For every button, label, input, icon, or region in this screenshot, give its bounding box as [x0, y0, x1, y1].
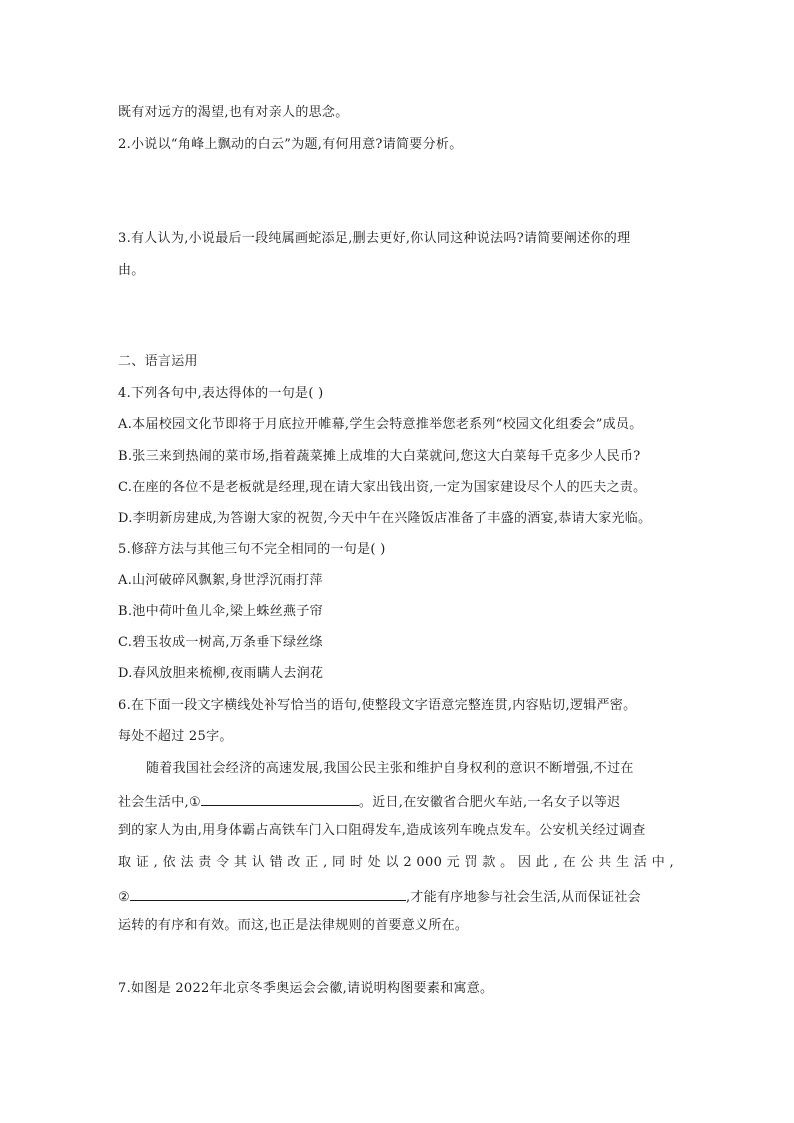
char: 错	[269, 855, 283, 870]
option-4d: D.李明新房建成,为答谢大家的祝贺,今天中午在兴隆饭店准备了丰盛的酒宴,恭请大家光临。	[118, 511, 652, 526]
passage-line: 到的家人为由,用身体霸占高铁车门入口阻碍发车,造成该列车晚点发车。公安机关经过调查	[118, 823, 646, 838]
passage-line-justified	[118, 854, 674, 872]
char: 责	[198, 855, 212, 870]
blank-marker-2: ②	[118, 890, 130, 905]
blank-marker-1: ①	[188, 795, 201, 810]
char: ,	[669, 855, 674, 870]
question-6: 6.在下面一段文字横线处补写恰当的语句,使整段文字语意完整连贯,内容贴切,逻辑严密。	[118, 698, 637, 713]
passage-text: ,才能有序地参与社会生活,从而保证社会	[405, 890, 641, 905]
char: 依	[162, 855, 176, 870]
char: 认	[251, 855, 266, 870]
char: 。	[500, 855, 514, 870]
char: 罚	[464, 855, 478, 870]
char: 元	[446, 855, 460, 870]
char: 因	[517, 855, 532, 870]
passage-line	[118, 791, 620, 812]
option-5b: B.池中荷叶鱼儿伞,梁上蛛丝燕子帘	[118, 604, 323, 619]
question-4: 4.下列各句中,表达得体的一句是( )	[118, 386, 324, 401]
text-line: 既有对远方的渴望,也有对亲人的思念。	[118, 105, 349, 120]
passage-text: 社会生活中,	[118, 795, 189, 810]
option-5a: A.山河破碎风飘絮,身世浮沉雨打萍	[118, 573, 323, 588]
section-heading: 二、语言运用	[118, 354, 198, 369]
char: 同	[332, 855, 346, 870]
char: 时	[349, 855, 364, 870]
passage-line: 运转的有序和有效。而这,也正是法律规则的首要意义所在。	[118, 918, 469, 933]
char: ,	[553, 855, 559, 870]
option-4b: B.张三来到热闹的菜市场,指着蔬菜摊上成堆的大白菜就问,您这大白菜每千克多少人民币?	[118, 449, 641, 464]
char: ,	[323, 855, 328, 870]
answer-blank-1[interactable]	[201, 791, 359, 806]
char: 法	[180, 855, 194, 870]
char: 取	[118, 855, 132, 870]
option-4a: A.本届校园文化节即将于月底拉开帷幕,学生会特意推举您老系列“校园文化组委会”成员。	[118, 417, 643, 432]
question-3-cont: 由。	[118, 263, 145, 278]
char: 此	[535, 855, 550, 870]
char: 000	[416, 855, 443, 870]
char: 处	[367, 855, 381, 870]
question-7: 7.如图是 2022年北京冬季奥运会会徽,请说明构图要素和寓意。	[118, 981, 494, 996]
char: 其	[233, 855, 248, 870]
char: 2	[403, 855, 412, 870]
answer-blank-2[interactable]	[130, 886, 406, 901]
char: 在	[562, 855, 576, 870]
passage-line	[118, 886, 641, 907]
char: 共	[598, 855, 612, 870]
char: 活	[633, 855, 648, 870]
char: 款	[482, 855, 496, 870]
option-4c: C.在座的各位不是老板就是经理,现在请大家出钱出资,一定为国家建设尽个人的匹夫之责。	[118, 480, 647, 495]
char: 改	[287, 855, 301, 870]
option-5c: C.碧玉妆成一树高,万条垂下绿丝绦	[118, 635, 323, 650]
passage-line: 随着我国社会经济的高速发展,我国公民主张和维护自身权利的意识不断增强,不过在	[146, 761, 634, 776]
char: 正	[305, 855, 319, 870]
question-3: 3.有人认为,小说最后一段纯属画蛇添足,删去更好,你认同这种说法吗?请简要阐述你的理	[118, 231, 631, 246]
char: 以	[385, 855, 399, 870]
char: ,	[153, 855, 159, 870]
question-5: 5.修辞方法与其他三句不完全相同的一句是( )	[118, 542, 386, 557]
char: 公	[580, 855, 594, 870]
char: 生	[616, 855, 630, 870]
question-6-cont: 每处不超过 25字。	[118, 729, 233, 744]
char: 中	[651, 855, 666, 870]
passage-text: 。近日,在安徽省合肥火车站,一名女子以等迟	[358, 795, 621, 810]
question-2: 2.小说以“角峰上飘动的白云”为题,有何用意?请简要分析。	[118, 137, 463, 152]
char: 令	[216, 855, 230, 870]
char: 证	[135, 855, 150, 870]
option-5d: D.春风放胆来梳柳,夜雨瞒人去润花	[118, 666, 324, 681]
